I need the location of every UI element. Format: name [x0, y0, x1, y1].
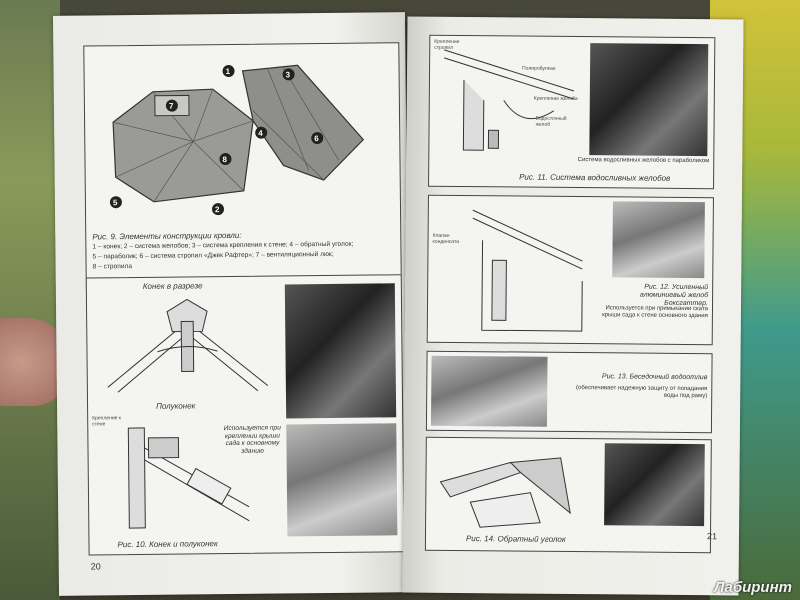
- figure-10-caption: Рис. 10. Конек и полуконек: [117, 539, 218, 550]
- right-page: [402, 17, 743, 596]
- drip-photo: [431, 356, 548, 427]
- fig11-photo-caption: Система водосливных желобов с параболиком: [577, 157, 710, 165]
- fig12-small-label: Клапан конденсата: [432, 232, 460, 245]
- roof-diagram: [92, 49, 384, 222]
- figure-14-caption: Рис. 14. Обратный уголок: [465, 534, 566, 544]
- figure-9-caption-line-2: 5 – параболик; 6 – система стропил «Джек Рафтер»; 7 – вентиляционный люк;: [92, 250, 334, 261]
- figure-13-frame: [426, 351, 713, 433]
- watermark: Лабиринт: [713, 579, 792, 596]
- fig11-label-3: Крепление желоба: [533, 95, 578, 103]
- ridge-section-drawing: [97, 291, 278, 403]
- figure-10-label-mid: Полуконек: [156, 401, 196, 411]
- fig11-label-1: Крепление стропил: [434, 38, 460, 51]
- marker-7-label: 7: [168, 101, 174, 111]
- figure-10-frame: [86, 274, 405, 555]
- ridge-photo: [285, 283, 396, 418]
- figure-12-frame: [427, 195, 714, 345]
- marker-3-label: 3: [285, 70, 291, 80]
- figure-10-note: Используется при креплении крыши сада к основному зданию: [223, 424, 281, 455]
- inverse-corner-drawing: [430, 442, 591, 533]
- figure-11-caption: Рис. 11. Система водосливных желобов: [519, 172, 671, 183]
- figure-9-frame: [83, 42, 402, 289]
- marker-4-label: 4: [258, 128, 263, 138]
- inverse-corner-photo: [604, 443, 705, 526]
- half-ridge-photo: [286, 423, 397, 536]
- figure-9-caption-line-1: 1 – конек; 2 – система желобов; 3 – система крепления к стене; 4 – обратный уголок;: [92, 240, 354, 251]
- background-left-book-cover: [0, 0, 60, 600]
- figure-9-caption-title: Рис. 9. Элементы конструкции кровли:: [92, 230, 242, 242]
- gutter-photo: [589, 43, 708, 156]
- box-gutter-photo: [612, 201, 705, 278]
- marker-1-label: 1: [225, 67, 231, 77]
- figure-13-caption-title: Рис. 13. Беседочный водоотлив: [601, 373, 708, 382]
- figure-12-caption-title: Рис. 12. Усиленный алюминиевый желоб Боксгаттер.: [639, 283, 709, 308]
- right-page-number: 21: [706, 531, 718, 542]
- left-page-number: 20: [90, 561, 101, 572]
- figure-14-frame: [425, 437, 712, 553]
- left-page: [53, 12, 411, 596]
- marker-8-label: 8: [222, 155, 227, 165]
- marker-2-label: 2: [214, 205, 220, 215]
- figure-12-caption-note: Используется при примыкании ската крыши сада к стене основного здания: [602, 305, 709, 320]
- roof-right: [243, 65, 364, 181]
- figure-10-small-label: Крепление к стене: [92, 415, 122, 428]
- box-gutter-drawing: [432, 200, 593, 341]
- fig11-label-4: Водосточный желоб: [535, 115, 567, 128]
- marker-6-label: 6: [314, 134, 319, 144]
- figure-10-label-top: Конек в разрезе: [142, 281, 203, 291]
- figure-13-caption-note: (обеспечивает надежную защиту от попадания воды под раму): [576, 385, 708, 400]
- figure-11-frame: [428, 35, 715, 189]
- figure-9-caption-line-3: 8 – стропила: [92, 263, 133, 271]
- fig11-label-2: Полиробулкан: [522, 65, 556, 72]
- marker-5-label: 5: [112, 198, 118, 208]
